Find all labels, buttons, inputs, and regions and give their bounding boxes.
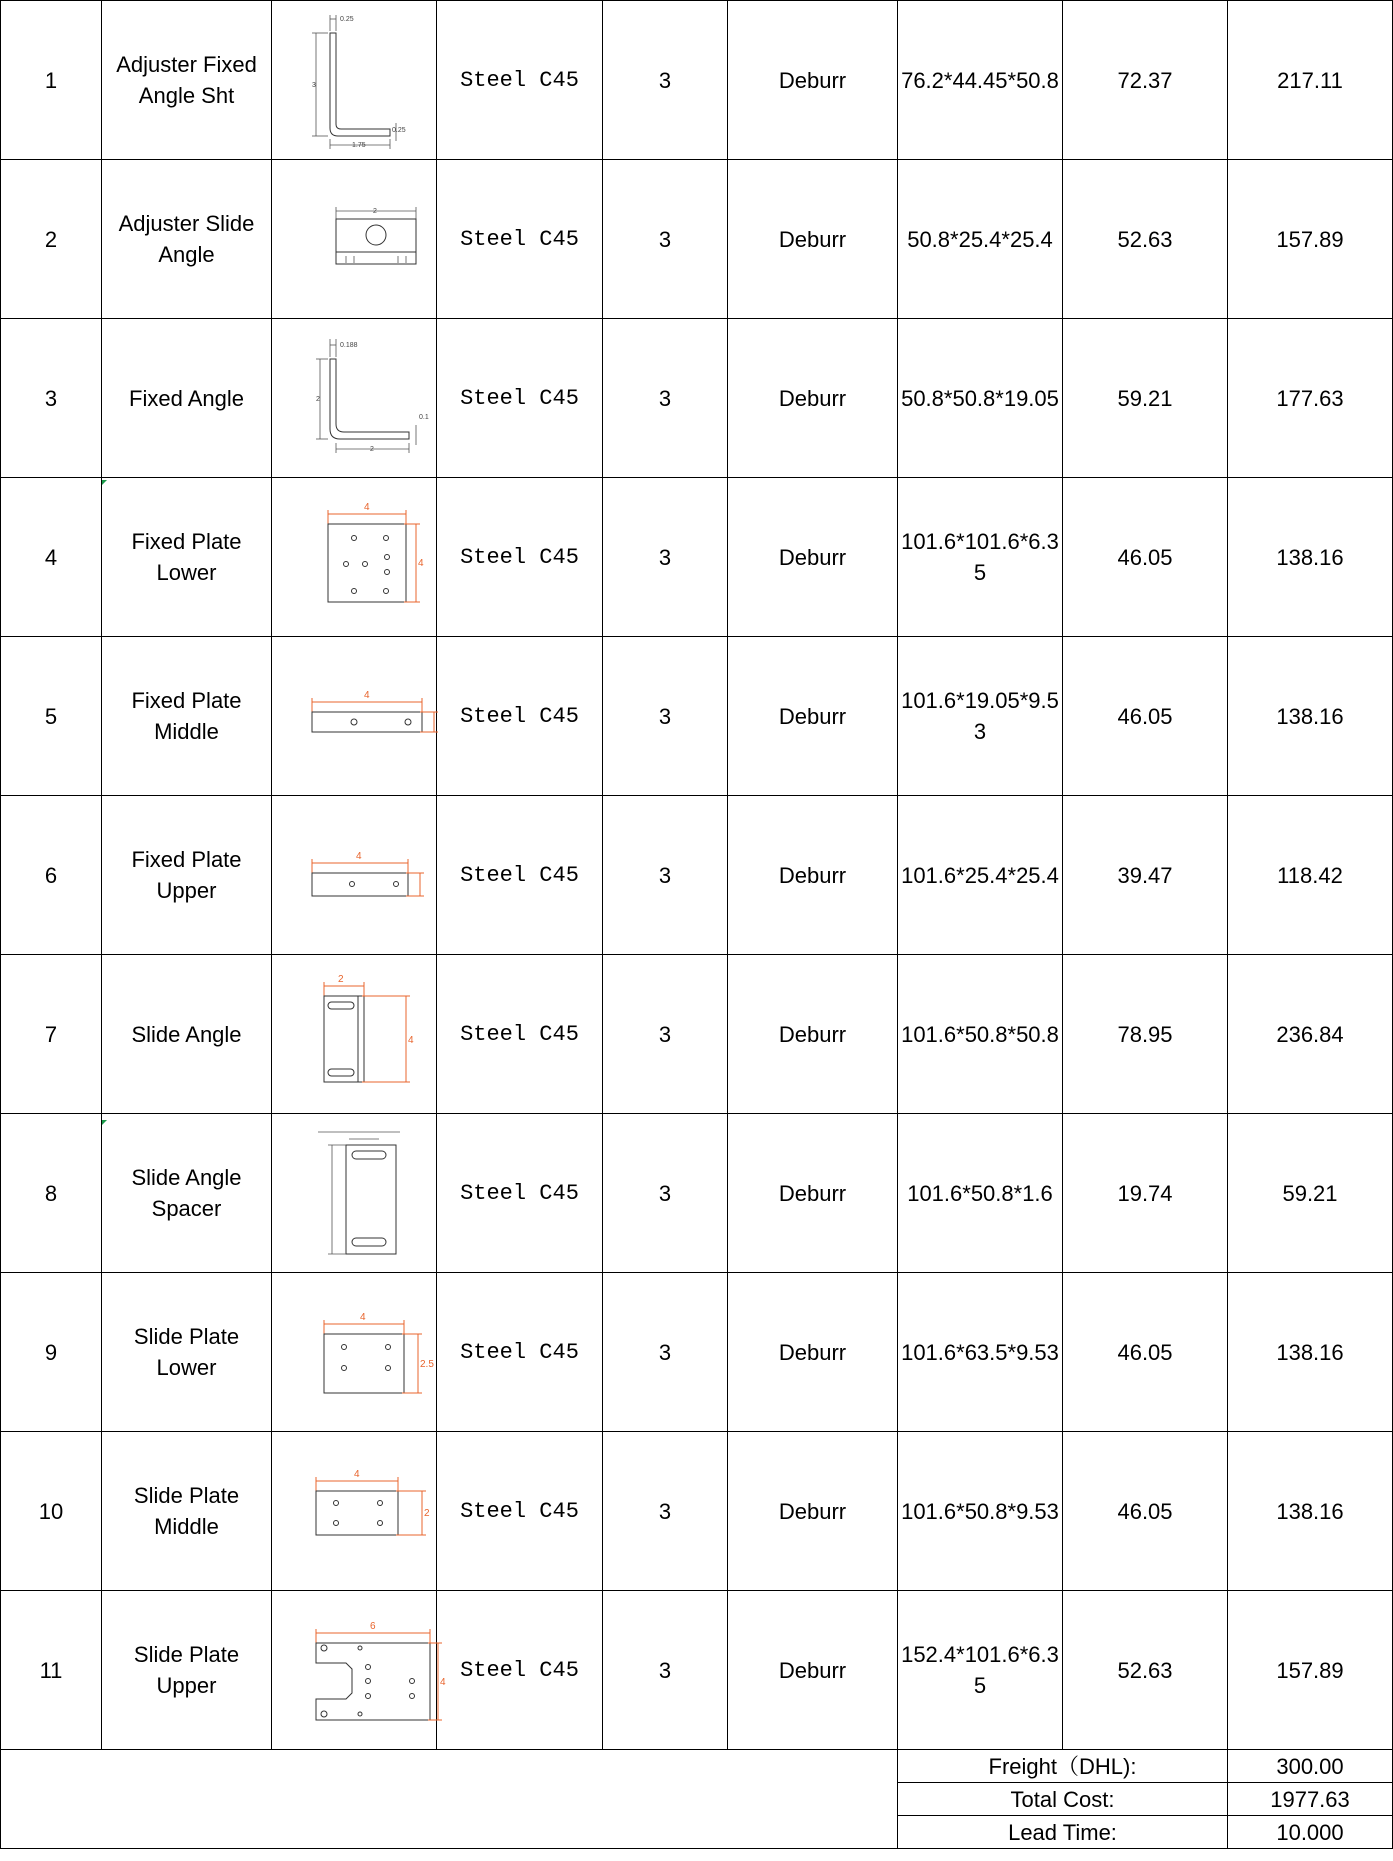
table-row — [1, 637, 1393, 796]
table-row — [1, 955, 1393, 1114]
material: Steel C45 — [437, 1114, 603, 1273]
stock-size: 76.2*44.45*50.8 — [898, 1, 1063, 160]
table-row — [1, 796, 1393, 955]
dimension-label: 4 — [408, 1035, 414, 1046]
unit-price: 46.05 — [1063, 1273, 1228, 1432]
material: Steel C45 — [437, 319, 603, 478]
finish: Deburr — [728, 1114, 898, 1273]
table-row — [1, 1432, 1393, 1591]
quantity: 3 — [603, 955, 728, 1114]
dimension-label: 2.5 — [420, 1359, 434, 1370]
unit-price: 46.05 — [1063, 637, 1228, 796]
summary-row-freight — [1, 1750, 1393, 1783]
item-number: 6 — [1, 796, 102, 955]
unit-price: 72.37 — [1063, 1, 1228, 160]
part-name: Slide Plate Middle — [102, 1432, 272, 1591]
slotted-spacer-drawing — [272, 1114, 437, 1273]
total-cost-value: 1977.63 — [1228, 1783, 1393, 1816]
material: Steel C45 — [437, 796, 603, 955]
line-total: 138.16 — [1228, 1432, 1393, 1591]
quantity: 3 — [603, 637, 728, 796]
finish: Deburr — [728, 1591, 898, 1750]
part-name: Fixed Plate Lower — [102, 478, 272, 637]
part-name: Adjuster Fixed Angle Sht — [102, 1, 272, 160]
dimension-label: 2 — [316, 396, 320, 403]
quantity: 3 — [603, 1432, 728, 1591]
table-row — [1, 1114, 1393, 1273]
unit-price: 39.47 — [1063, 796, 1228, 955]
dimension-label: 0.25 — [392, 127, 406, 134]
item-number: 2 — [1, 160, 102, 319]
unit-price: 52.63 — [1063, 1591, 1228, 1750]
material: Steel C45 — [437, 955, 603, 1114]
item-number: 3 — [1, 319, 102, 478]
unit-price: 78.95 — [1063, 955, 1228, 1114]
dimension-label: 0.188 — [340, 342, 358, 349]
dimension-label: 3 — [312, 82, 316, 89]
dimension-label: 4 — [364, 690, 370, 701]
dimension-label: 6 — [370, 1621, 376, 1632]
part-name: Fixed Angle — [102, 319, 272, 478]
unit-price: 46.05 — [1063, 478, 1228, 637]
line-total: 138.16 — [1228, 1273, 1393, 1432]
part-name: Fixed Plate Middle — [102, 637, 272, 796]
quantity: 3 — [603, 796, 728, 955]
stock-size: 50.8*50.8*19.05 — [898, 319, 1063, 478]
dimension-label: 0.25 — [340, 16, 354, 23]
table-row — [1, 319, 1393, 478]
item-number: 8 — [1, 1114, 102, 1273]
unit-price: 59.21 — [1063, 319, 1228, 478]
table-row — [1, 1, 1393, 160]
item-number: 9 — [1, 1273, 102, 1432]
quantity: 3 — [603, 478, 728, 637]
line-total: 118.42 — [1228, 796, 1393, 955]
quantity: 3 — [603, 1273, 728, 1432]
finish: Deburr — [728, 1, 898, 160]
summary-blank-area — [1, 1750, 898, 1849]
lead-time-value: 10.000 — [1228, 1816, 1393, 1849]
finish: Deburr — [728, 637, 898, 796]
material: Steel C45 — [437, 1432, 603, 1591]
quantity: 3 — [603, 1, 728, 160]
table-row — [1, 1591, 1393, 1750]
stock-size: 50.8*25.4*25.4 — [898, 160, 1063, 319]
line-total: 138.16 — [1228, 637, 1393, 796]
unit-price: 52.63 — [1063, 160, 1228, 319]
material: Steel C45 — [437, 1, 603, 160]
quantity: 3 — [603, 160, 728, 319]
slotted-angle-drawing — [272, 955, 437, 1114]
dimension-label: 4 — [356, 851, 362, 862]
finish: Deburr — [728, 1273, 898, 1432]
part-name: Slide Angle — [102, 955, 272, 1114]
square-plate-drawing — [272, 478, 437, 637]
dimension-label: 0.1 — [419, 414, 429, 421]
quantity: 3 — [603, 1114, 728, 1273]
line-total: 157.89 — [1228, 160, 1393, 319]
stock-size: 101.6*50.8*1.6 — [898, 1114, 1063, 1273]
finish: Deburr — [728, 319, 898, 478]
unit-price: 19.74 — [1063, 1114, 1228, 1273]
stock-size: 101.6*101.6*6.35 — [898, 478, 1063, 637]
stock-size: 101.6*50.8*50.8 — [898, 955, 1063, 1114]
item-number: 5 — [1, 637, 102, 796]
line-total: 138.16 — [1228, 478, 1393, 637]
dimension-label: 2 — [373, 208, 377, 215]
dimension-label: 4 — [364, 502, 370, 513]
material: Steel C45 — [437, 637, 603, 796]
item-number: 11 — [1, 1591, 102, 1750]
stock-size: 101.6*50.8*9.53 — [898, 1432, 1063, 1591]
freight-value: 300.00 — [1228, 1750, 1393, 1783]
stock-size: 152.4*101.6*6.35 — [898, 1591, 1063, 1750]
table-row — [1, 1273, 1393, 1432]
part-name: Slide Plate Upper — [102, 1591, 272, 1750]
material: Steel C45 — [437, 478, 603, 637]
part-name: Fixed Plate Upper — [102, 796, 272, 955]
quantity: 3 — [603, 1591, 728, 1750]
dimension-label: 4 — [360, 1312, 366, 1323]
freight-label: Freight（DHL): — [898, 1750, 1228, 1783]
finish: Deburr — [728, 160, 898, 319]
part-name: Adjuster Slide Angle — [102, 160, 272, 319]
quantity: 3 — [603, 319, 728, 478]
finish: Deburr — [728, 796, 898, 955]
item-number: 10 — [1, 1432, 102, 1591]
cell-comment-marker — [102, 1120, 107, 1125]
part-name: Slide Plate Lower — [102, 1273, 272, 1432]
part-name: Slide Angle Spacer — [102, 1114, 272, 1273]
stock-size: 101.6*63.5*9.53 — [898, 1273, 1063, 1432]
material: Steel C45 — [437, 160, 603, 319]
item-number: 7 — [1, 955, 102, 1114]
dimension-label: 4 — [354, 1469, 360, 1480]
line-total: 157.89 — [1228, 1591, 1393, 1750]
dimension-label: 2 — [338, 974, 344, 985]
line-total: 236.84 — [1228, 955, 1393, 1114]
finish: Deburr — [728, 478, 898, 637]
notched-plate-drawing — [272, 1591, 446, 1750]
dimension-label: 2 — [424, 1508, 430, 1519]
line-total: 59.21 — [1228, 1114, 1393, 1273]
table-row — [1, 160, 1393, 319]
total-cost-label: Total Cost: — [898, 1783, 1228, 1816]
stock-size: 101.6*19.05*9.53 — [898, 637, 1063, 796]
material: Steel C45 — [437, 1273, 603, 1432]
table-row — [1, 478, 1393, 637]
item-number: 4 — [1, 478, 102, 637]
dimension-label: 4 — [440, 1677, 446, 1688]
rect-plate-drawing — [272, 1432, 437, 1591]
dimension-label: 2 — [370, 446, 374, 453]
finish: Deburr — [728, 1432, 898, 1591]
lead-time-label: Lead Time: — [898, 1816, 1228, 1849]
line-total: 177.63 — [1228, 319, 1393, 478]
line-total: 217.11 — [1228, 1, 1393, 160]
slide-block-drawing — [272, 160, 437, 319]
dimension-label: 1.75 — [352, 142, 366, 149]
item-number: 1 — [1, 1, 102, 160]
l-angle-drawing — [272, 1, 437, 160]
finish: Deburr — [728, 955, 898, 1114]
dimension-label: 4 — [418, 558, 424, 569]
l-angle-drawing — [272, 319, 437, 478]
material: Steel C45 — [437, 1591, 603, 1750]
rect-plate-drawing — [272, 1273, 437, 1432]
unit-price: 46.05 — [1063, 1432, 1228, 1591]
cell-comment-marker — [102, 480, 107, 485]
bar-plate-drawing — [272, 637, 437, 796]
bar-plate-drawing — [272, 796, 437, 955]
stock-size: 101.6*25.4*25.4 — [898, 796, 1063, 955]
